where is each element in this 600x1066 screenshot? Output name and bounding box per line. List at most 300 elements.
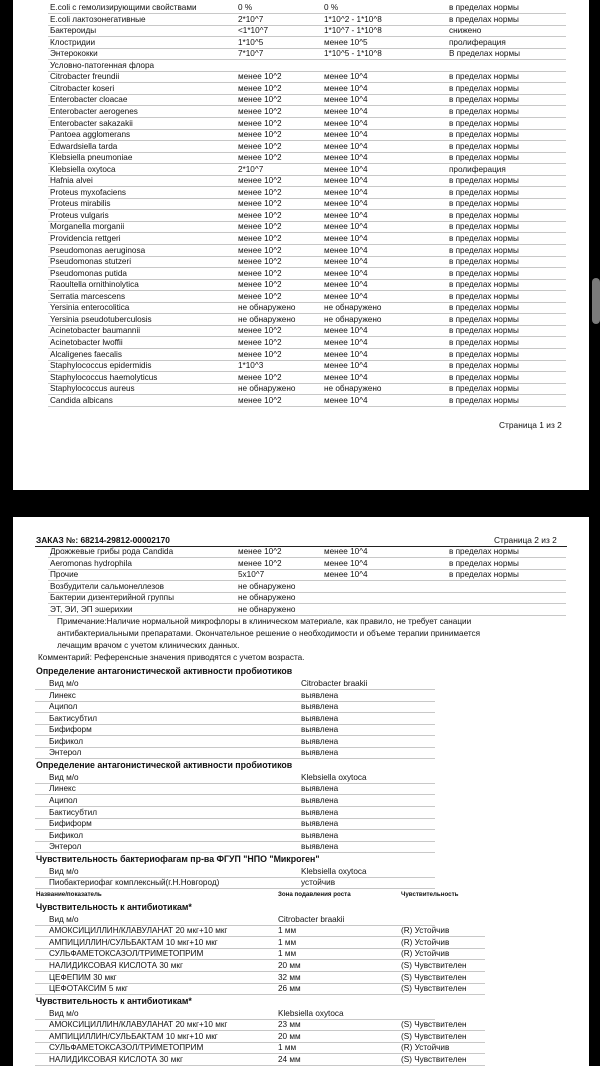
reference-value: 0 % bbox=[324, 3, 339, 12]
result-value: менее 10^2 bbox=[238, 257, 282, 267]
organism-name: E.coli с гемолизирующими свойствами bbox=[50, 3, 197, 12]
table-row bbox=[13, 983, 589, 995]
table-row bbox=[13, 210, 589, 222]
reference-value: менее 10^4 bbox=[324, 349, 368, 359]
zone-value: 1 мм bbox=[278, 1043, 297, 1053]
reference-value: менее 10^4 bbox=[324, 268, 368, 278]
reference-value: 1*10^5 - 1*10^8 bbox=[324, 49, 382, 59]
reference-value: менее 10^4 bbox=[324, 222, 368, 232]
table-row bbox=[13, 592, 589, 604]
organism-name: Pseudomonas aeruginosa bbox=[50, 245, 146, 255]
status-value: в пределах нормы bbox=[449, 95, 519, 105]
section-title: Определение антагонистической активности пробиотиков bbox=[36, 666, 293, 676]
comment-text: Комментарий: Референсные значения приводятся с учетом возраста. bbox=[38, 653, 305, 662]
status-value: в пределах нормы bbox=[449, 83, 519, 93]
status-value: в пределах нормы bbox=[449, 153, 519, 163]
result-value: менее 10^2 bbox=[238, 187, 282, 197]
table-row bbox=[13, 546, 589, 558]
species-value: Citrobacter braakii bbox=[278, 914, 345, 924]
item-value: выявлена bbox=[301, 725, 339, 735]
result-value: не обнаружено bbox=[238, 303, 296, 313]
reference-value: менее 10^4 bbox=[324, 210, 368, 220]
page-footer: Страница 1 из 2 bbox=[499, 420, 562, 430]
table-row bbox=[13, 877, 589, 889]
status-value: в пределах нормы bbox=[449, 14, 519, 24]
col-header-name: Название/показатель bbox=[36, 890, 102, 898]
item-value: выявлена bbox=[301, 807, 339, 817]
status-value: в пределах нормы bbox=[449, 361, 519, 371]
result-value: менее 10^2 bbox=[238, 83, 282, 93]
result-value: менее 10^2 bbox=[238, 245, 282, 255]
organism-name: Proteus mirabilis bbox=[50, 199, 111, 209]
status-value: в пределах нормы bbox=[449, 326, 519, 336]
status-value: в пределах нормы bbox=[449, 210, 519, 220]
species-value: Klebsiella oxytoca bbox=[301, 772, 367, 782]
organism-name: Клостридии bbox=[50, 37, 96, 47]
status-value: в пределах нормы bbox=[449, 303, 519, 313]
item-name: Бактисубтил bbox=[49, 807, 97, 817]
reference-value: менее 10^4 bbox=[324, 280, 368, 290]
status-value: снижено bbox=[449, 26, 482, 36]
table-row bbox=[13, 1042, 589, 1054]
table-row bbox=[13, 291, 589, 303]
table-row bbox=[13, 118, 589, 130]
item-name: СУЛЬФАМЕТОКСАЗОЛ/ТРИМЕТОПРИМ bbox=[49, 1043, 204, 1053]
result-value: менее 10^2 bbox=[238, 141, 282, 151]
sensitivity-value: (R) Устойчив bbox=[401, 926, 450, 936]
organism-name: Candida albicans bbox=[50, 395, 113, 405]
result-value: менее 10^2 bbox=[238, 558, 282, 568]
result-value: не обнаружено bbox=[238, 581, 296, 591]
table-row bbox=[13, 701, 589, 713]
status-value: в пределах нормы bbox=[449, 234, 519, 243]
sensitivity-value: (S) Чувствителен bbox=[401, 1054, 467, 1064]
result-value: менее 10^2 bbox=[238, 395, 282, 405]
result-value: не обнаружено bbox=[238, 314, 296, 324]
status-value: в пределах нормы bbox=[449, 349, 519, 359]
note-line: лечащим врачом с учетом клинических данных. bbox=[57, 641, 240, 650]
item-name: АМПИЦИЛЛИН/СУЛЬБАКТАМ 10 мкг+10 мкг bbox=[49, 1031, 218, 1041]
result-value: не обнаружено bbox=[238, 593, 296, 603]
table-row bbox=[13, 1054, 589, 1066]
table-row bbox=[13, 972, 589, 984]
status-value: в пределах нормы bbox=[449, 257, 519, 267]
table-row bbox=[13, 690, 589, 702]
status-value: в пределах нормы bbox=[449, 141, 519, 151]
organism-name: Enterobacter cloacae bbox=[50, 95, 128, 105]
table-row bbox=[13, 360, 589, 372]
table-row bbox=[13, 925, 589, 937]
table-row bbox=[13, 747, 589, 759]
result-value: менее 10^2 bbox=[238, 118, 282, 128]
reference-value: менее 10^4 bbox=[324, 95, 368, 105]
organism-name: Proteus myxofaciens bbox=[50, 187, 126, 197]
result-value: <1*10^7 bbox=[238, 26, 269, 36]
organism-name: Klebsiella oxytoca bbox=[50, 164, 116, 174]
table-row bbox=[13, 349, 589, 361]
reference-value: менее 10^5 bbox=[324, 37, 368, 47]
result-value: 7*10^7 bbox=[238, 49, 264, 59]
organism-name: Дрожжевые грибы рода Candida bbox=[50, 547, 174, 556]
item-name: АМОКСИЦИЛЛИН/КЛАВУЛАНАТ 20 мкг+10 мкг bbox=[49, 926, 228, 936]
organism-name: Morganella morganii bbox=[50, 222, 125, 232]
item-name: АМОКСИЦИЛЛИН/КЛАВУЛАНАТ 20 мкг+10 мкг bbox=[49, 1020, 228, 1030]
zone-value: 23 мм bbox=[278, 1020, 301, 1030]
reference-value: 1*10^2 - 1*10^8 bbox=[324, 14, 382, 24]
item-value: выявлена bbox=[301, 784, 339, 794]
organism-name: Serratia marcescens bbox=[50, 291, 126, 301]
zone-value: 20 мм bbox=[278, 961, 301, 970]
result-value: менее 10^2 bbox=[238, 95, 282, 105]
organism-name: Возбудители сальмонеллезов bbox=[50, 581, 164, 591]
organism-name: Aeromonas hydrophila bbox=[50, 558, 132, 568]
organism-name: Citrobacter koseri bbox=[50, 83, 115, 93]
status-value: в пределах нормы bbox=[449, 547, 519, 556]
status-value: в пределах нормы bbox=[449, 245, 519, 255]
sensitivity-value: (S) Чувствителен bbox=[401, 961, 467, 970]
item-name: Аципол bbox=[49, 702, 78, 712]
item-name: Бификол bbox=[49, 830, 84, 840]
table-row bbox=[13, 818, 589, 830]
organism-name: Providencia rettgeri bbox=[50, 234, 121, 243]
zone-value: 1 мм bbox=[278, 937, 297, 947]
organism-name: Alcaligenes faecalis bbox=[50, 349, 122, 359]
organism-name: Raoultella ornithinolytica bbox=[50, 280, 139, 290]
result-value: не обнаружено bbox=[238, 604, 296, 614]
result-value: менее 10^2 bbox=[238, 268, 282, 278]
page-number: Страница 2 из 2 bbox=[494, 535, 557, 545]
table-row bbox=[13, 960, 589, 972]
status-value: в пределах нормы bbox=[449, 314, 519, 324]
reference-value: менее 10^4 bbox=[324, 245, 368, 255]
table-row bbox=[13, 807, 589, 819]
table-row bbox=[13, 187, 589, 199]
section-header-row bbox=[13, 1008, 589, 1020]
item-value: выявлена bbox=[301, 842, 339, 852]
table-row bbox=[13, 152, 589, 164]
item-value: выявлена bbox=[301, 795, 339, 805]
organism-name: Энтерококки bbox=[50, 49, 98, 59]
species-label: Вид м/о bbox=[49, 679, 79, 688]
table-row bbox=[13, 558, 589, 570]
result-value: 2*10^7 bbox=[238, 14, 264, 24]
result-value: 1*10^5 bbox=[238, 37, 264, 47]
status-value: в пределах нормы bbox=[449, 176, 519, 186]
sensitivity-value: (S) Чувствителен bbox=[401, 972, 467, 982]
table-row bbox=[13, 948, 589, 960]
item-name: ЦЕФОТАКСИМ 5 мкг bbox=[49, 984, 128, 994]
reference-value: не обнаружено bbox=[324, 314, 382, 324]
organism-name: Staphylococcus epidermidis bbox=[50, 361, 152, 371]
result-value: не обнаружено bbox=[238, 384, 296, 394]
reference-value: менее 10^4 bbox=[324, 361, 368, 371]
reference-value: менее 10^4 bbox=[324, 257, 368, 267]
sensitivity-value: (S) Чувствителен bbox=[401, 1020, 467, 1030]
table-row bbox=[13, 302, 589, 314]
status-value: в пределах нормы bbox=[449, 384, 519, 394]
status-value: в пределах нормы bbox=[449, 372, 519, 382]
status-value: в пределах нормы bbox=[449, 72, 519, 82]
item-name: Пиобактериофаг комплексный(г.Н.Новгород) bbox=[49, 878, 220, 888]
result-value: менее 10^2 bbox=[238, 547, 282, 556]
table-row bbox=[13, 783, 589, 795]
item-name: ЦЕФЕПИМ 30 мкг bbox=[49, 972, 117, 982]
status-value: в пределах нормы bbox=[449, 337, 519, 347]
reference-value: не обнаружено bbox=[324, 384, 382, 394]
section-title: Чувствительность бактериофагам пр-ва ФГУП "НПО "Микроген" bbox=[36, 853, 320, 864]
table-row bbox=[13, 337, 589, 349]
table-row bbox=[13, 372, 589, 384]
zone-value: 26 мм bbox=[278, 984, 301, 994]
table-row bbox=[13, 48, 589, 60]
item-value: выявлена bbox=[301, 748, 339, 758]
item-name: Линекс bbox=[49, 690, 76, 700]
species-value: Citrobacter braakii bbox=[301, 679, 368, 688]
table-row bbox=[13, 713, 589, 725]
item-name: АМПИЦИЛЛИН/СУЛЬБАКТАМ 10 мкг+10 мкг bbox=[49, 937, 218, 947]
report-page-2 bbox=[13, 517, 589, 1066]
zone-value: 1 мм bbox=[278, 926, 297, 936]
organism-name: ЭТ, ЭИ, ЭП эшерихии bbox=[50, 604, 133, 614]
species-label: Вид м/о bbox=[49, 1008, 79, 1018]
table-row bbox=[13, 279, 589, 291]
organism-name: Acinetobacter lwoffii bbox=[50, 337, 123, 347]
section-header-row bbox=[13, 914, 589, 926]
reference-value: менее 10^4 bbox=[324, 558, 368, 568]
sensitivity-value: (R) Устойчив bbox=[401, 949, 450, 959]
item-name: Линекс bbox=[49, 784, 76, 794]
item-value: устойчив bbox=[301, 878, 336, 888]
zone-value: 1 мм bbox=[278, 949, 297, 959]
organism-name: Бактероиды bbox=[50, 26, 97, 36]
status-value: в пределах нормы bbox=[449, 187, 519, 197]
result-value: менее 10^2 bbox=[238, 372, 282, 382]
zone-value: 20 мм bbox=[278, 1031, 301, 1041]
result-value: 2*10^7 bbox=[238, 164, 264, 174]
status-value: в пределах нормы bbox=[449, 222, 519, 232]
organism-name: Enterobacter aerogenes bbox=[50, 106, 138, 116]
item-value: выявлена bbox=[301, 736, 339, 746]
table-row bbox=[13, 795, 589, 807]
note-line: Примечание:Наличие нормальной микрофлоры в клиническом материале, как правило, не требует санации bbox=[57, 617, 472, 626]
result-value: менее 10^2 bbox=[238, 72, 282, 82]
reference-value: менее 10^4 bbox=[324, 164, 368, 174]
table-row bbox=[13, 841, 589, 853]
reference-value: менее 10^4 bbox=[324, 83, 368, 93]
organism-name: Yersinia enterocolitica bbox=[50, 303, 130, 313]
table-row bbox=[13, 383, 589, 395]
reference-value: менее 10^4 bbox=[324, 570, 368, 580]
zone-value: 32 мм bbox=[278, 972, 301, 982]
organism-name: Условно-патогенная флора bbox=[50, 60, 155, 70]
item-name: СУЛЬФАМЕТОКСАЗОЛ/ТРИМЕТОПРИМ bbox=[49, 949, 204, 959]
reference-value: менее 10^4 bbox=[324, 337, 368, 347]
status-value: пролиферация bbox=[449, 164, 506, 174]
table-row bbox=[13, 141, 589, 153]
table-row bbox=[13, 830, 589, 842]
result-value: менее 10^2 bbox=[238, 199, 282, 209]
item-value: выявлена bbox=[301, 702, 339, 712]
sensitivity-value: (R) Устойчив bbox=[401, 1043, 450, 1053]
result-value: менее 10^2 bbox=[238, 210, 282, 220]
reference-value: менее 10^4 bbox=[324, 72, 368, 82]
scrollbar-thumb[interactable] bbox=[592, 278, 600, 324]
status-value: в пределах нормы bbox=[449, 118, 519, 128]
item-value: выявлена bbox=[301, 819, 339, 829]
table-row bbox=[13, 60, 589, 72]
item-name: Энтерол bbox=[49, 842, 82, 852]
zone-value: 24 мм bbox=[278, 1054, 301, 1064]
table-row bbox=[13, 164, 589, 176]
organism-name: Прочие bbox=[50, 570, 79, 580]
item-value: выявлена bbox=[301, 690, 339, 700]
table-row bbox=[13, 581, 589, 593]
section-header-row bbox=[13, 772, 589, 784]
table-row bbox=[13, 736, 589, 748]
section-title: Чувствительность к антибиотикам* bbox=[36, 995, 192, 1006]
item-value: выявлена bbox=[301, 830, 339, 840]
reference-value: менее 10^4 bbox=[324, 326, 368, 336]
item-name: Энтерол bbox=[49, 748, 82, 758]
table-row bbox=[13, 37, 589, 49]
table-row bbox=[13, 175, 589, 187]
result-value: менее 10^2 bbox=[238, 153, 282, 163]
sensitivity-value: (R) Устойчив bbox=[401, 937, 450, 947]
table-row bbox=[13, 129, 589, 141]
status-value: в пределах нормы bbox=[449, 291, 519, 301]
result-value: менее 10^2 bbox=[238, 326, 282, 336]
col-header-zone: Зона подавления роста bbox=[278, 890, 351, 898]
species-value: Klebsiella oxytoca bbox=[301, 866, 367, 876]
reference-value: менее 10^4 bbox=[324, 130, 368, 140]
table-row bbox=[13, 604, 589, 616]
status-value: в пределах нормы bbox=[449, 106, 519, 116]
reference-value: менее 10^4 bbox=[324, 199, 368, 209]
table-row bbox=[13, 256, 589, 268]
reference-value: менее 10^4 bbox=[324, 395, 368, 405]
result-value: менее 10^2 bbox=[238, 130, 282, 140]
organism-name: Бактерии дизентерийной группы bbox=[50, 593, 175, 603]
result-value: 1*10^3 bbox=[238, 361, 264, 371]
table-row bbox=[13, 106, 589, 118]
reference-value: 1*10^7 - 1*10^8 bbox=[324, 26, 382, 36]
section-header-row bbox=[13, 678, 589, 690]
status-value: пролиферация bbox=[449, 37, 506, 47]
table-row bbox=[13, 198, 589, 210]
table-row bbox=[13, 395, 589, 407]
table-row bbox=[13, 94, 589, 106]
section-header-row bbox=[13, 866, 589, 878]
reference-value: менее 10^4 bbox=[324, 372, 368, 382]
status-value: в пределах нормы bbox=[449, 570, 519, 580]
species-label: Вид м/о bbox=[49, 772, 79, 782]
item-name: НАЛИДИКСОВАЯ КИСЛОТА 30 мкг bbox=[49, 1054, 183, 1064]
item-name: Аципол bbox=[49, 795, 78, 805]
row-divider bbox=[48, 406, 566, 407]
organism-name: E.coli лактозонегативные bbox=[50, 14, 146, 24]
table-row bbox=[13, 1019, 589, 1031]
table-row bbox=[13, 937, 589, 949]
item-name: НАЛИДИКСОВАЯ КИСЛОТА 30 мкг bbox=[49, 961, 183, 970]
order-number: ЗАКАЗ №: 68214-29812-00002170 bbox=[36, 535, 170, 545]
item-name: Бифиформ bbox=[49, 725, 92, 735]
col-header-sens: Чувствительность bbox=[401, 890, 459, 898]
status-value: в пределах нормы bbox=[449, 558, 519, 568]
result-value: менее 10^2 bbox=[238, 291, 282, 301]
organism-name: Pseudomonas stutzeri bbox=[50, 257, 132, 267]
table-row bbox=[13, 25, 589, 37]
species-label: Вид м/о bbox=[49, 914, 79, 924]
table-row bbox=[13, 325, 589, 337]
organism-name: Citrobacter freundii bbox=[50, 72, 120, 82]
table-row bbox=[13, 14, 589, 26]
table-row bbox=[13, 245, 589, 257]
result-value: менее 10^2 bbox=[238, 106, 282, 116]
sensitivity-value: (S) Чувствителен bbox=[401, 1031, 467, 1041]
reference-value: менее 10^4 bbox=[324, 118, 368, 128]
status-value: в пределах нормы bbox=[449, 268, 519, 278]
result-value: менее 10^2 bbox=[238, 222, 282, 232]
table-row bbox=[13, 569, 589, 581]
reference-value: менее 10^4 bbox=[324, 176, 368, 186]
organism-name: Klebsiella pneumoniae bbox=[50, 153, 133, 163]
organism-name: Acinetobacter baumannii bbox=[50, 326, 141, 336]
species-label: Вид м/о bbox=[49, 866, 79, 876]
reference-value: менее 10^4 bbox=[324, 141, 368, 151]
status-value: В пределах нормы bbox=[449, 49, 520, 59]
report-page-1 bbox=[13, 0, 589, 490]
table-row bbox=[13, 2, 589, 14]
item-name: Бифиформ bbox=[49, 819, 92, 829]
status-value: в пределах нормы bbox=[449, 130, 519, 140]
organism-name: Yersinia pseudotuberculosis bbox=[50, 314, 152, 324]
section-title: Чувствительность к антибиотикам* bbox=[36, 901, 192, 912]
note-line: антибактериальными препаратами. Окончательное решение о необходимости и объеме терапии принимается bbox=[57, 629, 481, 638]
organism-name: Enterobacter sakazakii bbox=[50, 118, 133, 128]
table-row bbox=[13, 221, 589, 233]
organism-name: Pseudomonas putida bbox=[50, 268, 127, 278]
section-title: Определение антагонистической активности пробиотиков bbox=[36, 759, 293, 770]
table-row bbox=[13, 268, 589, 280]
result-value: менее 10^2 bbox=[238, 176, 282, 186]
item-name: Бактисубтил bbox=[49, 713, 97, 723]
organism-name: Staphylococcus haemolyticus bbox=[50, 372, 158, 382]
reference-value: менее 10^4 bbox=[324, 187, 368, 197]
organism-name: Proteus vulgaris bbox=[50, 210, 109, 220]
organism-name: Hafnia alvei bbox=[50, 176, 93, 186]
status-value: в пределах нормы bbox=[449, 395, 519, 405]
table-row bbox=[13, 1031, 589, 1043]
status-value: в пределах нормы bbox=[449, 3, 519, 12]
reference-value: менее 10^4 bbox=[324, 106, 368, 116]
item-value: выявлена bbox=[301, 713, 339, 723]
result-value: 5x10^7 bbox=[238, 570, 265, 580]
result-value: менее 10^2 bbox=[238, 337, 282, 347]
reference-value: менее 10^4 bbox=[324, 153, 368, 163]
reference-value: менее 10^4 bbox=[324, 234, 368, 243]
result-value: менее 10^2 bbox=[238, 349, 282, 359]
table-row bbox=[13, 233, 589, 245]
item-name: Бификол bbox=[49, 736, 84, 746]
reference-value: менее 10^4 bbox=[324, 291, 368, 301]
table-row bbox=[13, 83, 589, 95]
species-value: Klebsiella oxytoca bbox=[278, 1008, 344, 1018]
status-value: в пределах нормы bbox=[449, 280, 519, 290]
table-row bbox=[13, 71, 589, 83]
organism-name: Pantoea agglomerans bbox=[50, 130, 131, 140]
reference-value: менее 10^4 bbox=[324, 547, 368, 556]
organism-name: Edwardsiella tarda bbox=[50, 141, 118, 151]
